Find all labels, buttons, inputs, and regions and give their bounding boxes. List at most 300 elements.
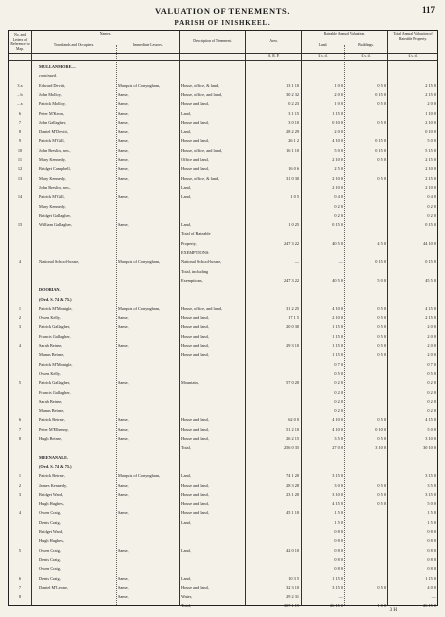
total-value-cell: 5 15 0 <box>425 147 436 153</box>
lessor-cell: Same, <box>118 315 129 321</box>
description-cell: House and land, <box>181 324 209 330</box>
buildings-value-cell: 0 5 0 <box>377 315 386 321</box>
total-value-cell: 5 0 0 <box>427 501 436 507</box>
land-value-cell: 1 15 0 <box>332 343 343 348</box>
area-cell: 23 1 20 <box>286 491 299 497</box>
table-row <box>9 72 439 80</box>
description-cell: House, office, and land, <box>181 91 222 97</box>
total-value-cell: 2 15 0 <box>425 91 436 97</box>
table-row <box>9 305 439 313</box>
lessor-cell: Same, <box>118 547 129 553</box>
description-cell: Land, <box>181 110 191 116</box>
total-value-cell: 2 15 0 <box>425 175 436 181</box>
description-cell: House and land, <box>181 584 209 590</box>
land-value-cell: 3 15 0 <box>332 473 343 479</box>
table-row <box>9 175 439 183</box>
total-value-cell: 44 10 0 <box>423 240 436 246</box>
buildings-value-cell: 0 5 0 <box>377 482 386 488</box>
tenant-cell: Bridget Ward, <box>39 491 64 497</box>
land-value-cell: 1 0 0 <box>334 82 343 88</box>
description-cell: Land, <box>181 222 191 228</box>
buildings-value-cell: 5 0 0 <box>377 277 386 283</box>
land-value-cell: 1 0 0 <box>334 101 343 107</box>
col-names-header: Names. <box>99 32 112 36</box>
description-cell: House and land, <box>181 417 209 423</box>
tenant-cell: Manus Beirne, <box>39 408 65 414</box>
description-cell: House and land, <box>181 352 209 358</box>
ref-cell: 7 <box>18 426 22 432</box>
total-value-cell: 2 0 0 <box>427 343 436 348</box>
ref-cell: – a <box>17 101 23 107</box>
land-value-cell: 3 15 0 <box>332 584 343 590</box>
table-row <box>9 221 439 229</box>
total-value-cell: 0 2 0 <box>427 398 436 404</box>
lessor-cell: Same, <box>118 147 129 153</box>
buildings-value-cell: 0 5 0 <box>377 352 386 358</box>
land-value-cell: 1 15 0 <box>332 352 343 358</box>
table-row <box>9 82 439 90</box>
land-value-cell: 0 2 0 <box>334 408 343 414</box>
buildings-value-cell: 0 5 0 <box>377 501 386 507</box>
land-value-cell: 0 2 0 <box>334 203 343 209</box>
area-cell: 31 0 30 <box>286 175 299 181</box>
description-cell: House and land, <box>181 491 209 497</box>
ref-cell: 4 <box>18 510 22 516</box>
tenant-cell: Mary Kennedy, <box>39 175 66 181</box>
area-cell: 29 2 31 <box>286 594 299 600</box>
land-value-cell: 1 15 0 <box>332 575 343 581</box>
land-value-cell: 0 8 0 <box>334 566 343 572</box>
area-cell: 51 2 10 <box>286 426 299 432</box>
table-row <box>9 547 439 555</box>
total-value-cell: 0 10 0 <box>425 129 436 135</box>
buildings-value-cell: 0 5 0 <box>377 333 386 339</box>
total-value-cell: 0 8 0 <box>427 547 436 553</box>
tenant-cell: Patrick Gallagher, <box>39 324 71 330</box>
ref-cell: 8 <box>18 436 22 441</box>
land-value-cell: 0 2 0 <box>334 398 343 404</box>
tenant-cell: Owen Kelly, <box>39 370 61 376</box>
total-value-cell: 30 10 0 <box>423 445 436 451</box>
table-row <box>9 444 439 452</box>
area-cell: 29 3 10 <box>286 343 299 348</box>
total-value-cell: 1 5 0 <box>427 510 436 516</box>
lessor-cell: Marquis of Conyngham, <box>118 82 161 88</box>
lessor-cell: Same, <box>118 380 129 386</box>
description-cell: Mountain, <box>181 380 199 386</box>
tenant-cell: Owen Craig, <box>39 510 61 516</box>
area-cell: 3 0 10 <box>288 119 299 125</box>
ref-cell: 1 <box>18 473 22 479</box>
buildings-value-cell: 0 15 0 <box>375 138 386 144</box>
total-value-cell: 0 2 0 <box>427 389 436 395</box>
total-value-cell: 3 15 0 <box>425 473 436 479</box>
ref-cell: 3 <box>18 324 22 330</box>
table-row <box>9 268 439 276</box>
tenant-cell: Patrick Gallagher, <box>39 380 71 386</box>
area-cell: 31 2 25 <box>286 305 299 311</box>
total-value-cell: 2 10 0 <box>425 119 436 125</box>
area-cell: 74 1 20 <box>286 473 299 479</box>
area-cell: 10 3 5 <box>288 575 299 581</box>
area-cell: 28 3 28 <box>286 482 299 488</box>
valuation-table <box>8 30 438 609</box>
total-value-cell: 2 15 0 <box>425 157 436 162</box>
land-value-cell: 0 8 0 <box>334 556 343 562</box>
lessor-cell: Same, <box>118 175 129 181</box>
description-cell: Exemptions, <box>181 277 203 283</box>
total-value-cell: 0 2 0 <box>427 212 436 218</box>
tenant-cell: (Ord. S. 74 & 75.) <box>39 463 72 469</box>
lessor-cell: Same, <box>118 575 129 581</box>
land-value-cell: 2 5 0 <box>334 166 343 172</box>
tenant-cell: Mary Kennedy, <box>39 203 66 209</box>
area-cell: 26 2 15 <box>286 436 299 441</box>
land-value-cell: 40 5 0 <box>332 240 343 246</box>
lessor-cell: Same, <box>118 426 129 432</box>
table-row <box>9 128 439 136</box>
land-value-cell: 4 10 0 <box>332 417 343 423</box>
ref-cell: 12 <box>17 166 23 172</box>
lessor-cell: Same, <box>118 417 129 423</box>
description-cell: House, office, and land, <box>181 305 222 311</box>
tenant-cell: John Breslin, sen., <box>39 184 71 190</box>
description-cell: House and land, <box>181 426 209 432</box>
tenant-cell: Manus Beirne, <box>39 352 65 358</box>
land-value-cell: 0 2 0 <box>334 389 343 395</box>
tenant-cell: Sarah Beirne, <box>39 343 63 348</box>
buildings-value-cell: 0 5 0 <box>377 491 386 497</box>
area-cell: 1 0 25 <box>288 222 299 228</box>
tenant-cell: DOOBIAN. <box>39 287 61 293</box>
land-value-cell: 1 15 0 <box>332 324 343 330</box>
tenant-cell: Denis Craig, <box>39 519 61 525</box>
buildings-value-cell: 4 5 0 <box>377 240 386 246</box>
lessor-cell: Same, <box>118 91 129 97</box>
land-value-cell: 0 4 0 <box>334 194 343 200</box>
total-value-cell: 1 10 0 <box>425 110 436 116</box>
table-row <box>9 379 439 387</box>
table-row <box>9 333 439 341</box>
total-value-cell: 26 15 0 <box>423 603 436 609</box>
table-row <box>9 100 439 108</box>
ref-cell: 13 <box>17 175 23 181</box>
table-row <box>9 193 439 201</box>
ref-cell: 6 <box>18 417 22 423</box>
ref-cell: 8 <box>18 594 22 600</box>
total-value-cell: 45 5 0 <box>425 277 436 283</box>
total-value-cell: 1 5 0 <box>427 519 436 525</box>
description-cell: House and land, <box>181 333 209 339</box>
ref-cell: 9 <box>18 138 22 144</box>
area-cell: 62 0 0 <box>288 417 299 423</box>
lessor-cell: Same, <box>118 138 129 144</box>
tenant-cell: Peter M'Elhenny, <box>39 426 69 432</box>
total-value-cell: 3 15 0 <box>425 491 436 497</box>
description-cell: Water, <box>181 594 193 600</box>
buildings-value-cell: 0 5 0 <box>377 436 386 441</box>
lessor-cell: Same, <box>118 594 129 600</box>
land-value-cell: 3 0 0 <box>334 482 343 488</box>
description-cell: House and land, <box>181 315 209 321</box>
description-cell: Total of Rateable <box>181 231 211 237</box>
ref-cell: 4 <box>18 343 22 348</box>
total-value-cell: 0 2 0 <box>427 380 436 386</box>
lessor-cell: Same, <box>118 343 129 348</box>
area-cell: 256 0 35 <box>283 445 299 451</box>
lessor-cell: Same, <box>118 194 129 200</box>
table-row <box>9 407 439 415</box>
table-row <box>9 156 439 164</box>
tenant-cell: Patrick Beirne, <box>39 473 65 479</box>
ref-cell: 10 <box>17 147 23 153</box>
land-value-cell: 4 10 0 <box>332 138 343 144</box>
total-value-cell: 2 15 0 <box>425 315 436 321</box>
total-value-cell: 0 8 0 <box>427 538 436 544</box>
description-cell: Land, <box>181 547 191 553</box>
total-value-cell: 2 0 0 <box>427 352 436 358</box>
land-value-cell: 1 5 0 <box>334 519 343 525</box>
tenant-cell: John Gallagher, <box>39 119 67 125</box>
table-row <box>9 584 439 592</box>
ref-cell: 2 <box>18 482 22 488</box>
ref-cell: 3 <box>18 491 22 497</box>
buildings-value-cell: 0 5 0 <box>377 343 386 348</box>
parish-heading: PARISH OF INISHKEEL. <box>174 19 271 27</box>
area-cell: 16 1 10 <box>286 147 299 153</box>
buildings-value-cell: 0 5 0 <box>377 101 386 107</box>
total-value-cell: 0 4 0 <box>427 194 436 200</box>
description-cell: House and land, <box>181 510 209 516</box>
description-cell: House and land, <box>181 436 209 441</box>
description-cell: House, office, & land, <box>181 82 220 88</box>
page-title: VALUATION OF TENEMENTS. <box>154 6 291 16</box>
tenant-cell: continued. <box>39 73 58 79</box>
table-row <box>9 575 439 583</box>
buildings-value-cell: 0 5 0 <box>377 119 386 125</box>
land-value-cell: 3 5 0 <box>334 436 343 441</box>
description-cell: House and land, <box>181 101 209 107</box>
buildings-value-cell: 0 5 0 <box>377 82 386 88</box>
lessor-cell: Same, <box>118 510 129 516</box>
tenant-cell: Peter M'Keon, <box>39 110 64 116</box>
land-value-cell: 2 0 0 <box>334 91 343 97</box>
ref-cell: 15 <box>17 222 23 228</box>
land-value-cell: 4 10 0 <box>332 305 343 311</box>
total-value-cell: 2 10 0 <box>425 184 436 190</box>
table-row <box>9 296 439 304</box>
col-annual-header: Rateable Annual Valuation. <box>323 32 366 36</box>
table-row <box>9 203 439 211</box>
description-cell: Property, <box>181 240 197 246</box>
total-value-cell: 3 10 0 <box>425 436 436 441</box>
total-value-cell: — <box>431 594 436 600</box>
buildings-value-cell: 1 0 0 <box>377 603 386 609</box>
buildings-value-cell: 0 5 0 <box>377 584 386 590</box>
ref-cell: 6 <box>18 110 22 116</box>
table-row <box>9 537 439 545</box>
area-cell: 57 0 20 <box>286 380 299 386</box>
tenant-cell: Owen Craig, <box>39 547 61 553</box>
description-cell: House and land, <box>181 138 209 144</box>
buildings-value-cell: 0 15 0 <box>375 259 386 265</box>
total-value-cell: 0 2 0 <box>427 203 436 209</box>
lessor-cell: Same, <box>118 110 129 116</box>
area-cell: 3 1 15 <box>288 110 299 116</box>
table-row <box>9 137 439 145</box>
land-value-cell: 0 10 0 <box>332 119 343 125</box>
land-value-cell: 0 2 0 <box>334 212 343 218</box>
land-value-cell: 5 0 0 <box>334 147 343 153</box>
total-value-cell: 0 2 0 <box>427 408 436 414</box>
land-value-cell: — <box>338 594 343 600</box>
header-rule <box>9 60 437 61</box>
land-value-cell: 0 5 0 <box>334 370 343 376</box>
tenant-cell: Bridget Ward, <box>39 529 64 534</box>
tenant-cell: Daniel M'Devitt, <box>39 129 68 135</box>
lessor-cell: Same, <box>118 491 129 497</box>
total-value-cell: 5 0 0 <box>427 138 436 144</box>
table-row <box>9 491 439 499</box>
table-row <box>9 519 439 527</box>
land-value-cell: 0 2 0 <box>334 380 343 386</box>
tenant-cell: Denis Craig, <box>39 556 61 562</box>
ref-cell: 11 <box>17 157 23 162</box>
area-cell: 26 1 2 <box>288 138 299 144</box>
table-row <box>9 342 439 350</box>
lessor-cell: Same, <box>118 157 129 162</box>
ref-cell: 4 <box>18 259 22 265</box>
total-value-cell: 2 15 0 <box>425 82 436 88</box>
table-row <box>9 110 439 118</box>
tenant-cell: Sarah Beirne, <box>39 398 63 404</box>
area-cell: 0 2 23 <box>288 101 299 107</box>
buildings-value-cell: 0 5 0 <box>377 417 386 423</box>
lessor-cell: Same, <box>118 166 129 172</box>
ref-cell: 2 <box>18 315 22 321</box>
ref-cell: 14 <box>17 194 23 200</box>
table-row <box>9 454 439 462</box>
lessor-cell: Marquis of Conyngham, <box>118 305 161 311</box>
tenant-cell: (Ord. S. 74 & 75.) <box>39 296 72 302</box>
col-description-header: Description of Tenement. <box>193 39 232 43</box>
total-value-cell: 2 10 0 <box>425 166 436 172</box>
lessor-cell: Marquis of Conyngham, <box>118 473 161 479</box>
col-land-header: Land. <box>318 43 328 47</box>
tenant-cell: MULLANMORE— <box>39 64 76 69</box>
lessor-cell: Same, <box>118 119 129 125</box>
tenant-cell: Edward Devitt, <box>39 82 66 88</box>
table-row <box>9 509 439 517</box>
table-row <box>9 482 439 490</box>
col-tenants-header: Townlands and Occupiers. <box>53 43 95 47</box>
total-value-cell: 0 5 0 <box>427 370 436 376</box>
total-value-cell: 0 15 0 <box>425 259 436 265</box>
table-row <box>9 165 439 173</box>
lessor-cell: Same, <box>118 129 129 135</box>
table-row <box>9 286 439 294</box>
total-value-cell: 1 15 0 <box>425 575 436 581</box>
table-row <box>9 463 439 471</box>
table-row <box>9 361 439 369</box>
total-value-cell: 3 5 0 <box>427 482 436 488</box>
land-value-cell: 2 0 0 <box>334 129 343 135</box>
land-value-cell: 2 10 0 <box>332 184 343 190</box>
table-row <box>9 435 439 443</box>
col-lessors-header: Immediate Lessors. <box>133 43 163 47</box>
table-row <box>9 147 439 155</box>
printer-signature: 3 H <box>389 608 397 613</box>
description-cell: House and land, <box>181 482 209 488</box>
area-cell: 16 0 6 <box>288 166 299 172</box>
description-cell: House, office, & land, <box>181 175 220 181</box>
table-row <box>9 258 439 266</box>
area-cell: 42 0 10 <box>286 547 299 553</box>
col-buildings-units: £ s. d. <box>361 54 371 58</box>
total-value-cell: 2 0 0 <box>427 101 436 107</box>
table-row <box>9 184 439 192</box>
total-value-cell: 0 8 0 <box>427 556 436 562</box>
total-value-cell: 0 8 0 <box>427 529 436 534</box>
table-row <box>9 500 439 508</box>
description-cell: Total, including <box>181 268 209 274</box>
description-cell: Total, <box>181 603 191 609</box>
col-total-header: Total Annual Valuation of Rateable Property. <box>393 32 433 41</box>
ref-cell: 3 a <box>17 82 23 88</box>
land-value-cell: — <box>338 259 343 265</box>
table-row <box>9 351 439 359</box>
table-row <box>9 91 439 99</box>
description-cell: Total, <box>181 445 191 451</box>
land-value-cell: 2 10 0 <box>332 157 343 162</box>
table-row <box>9 556 439 564</box>
col-total-units: £ s. d. <box>408 54 418 58</box>
tenant-cell: John Breslin, sen., <box>39 147 71 153</box>
land-value-cell: 3 10 0 <box>332 491 343 497</box>
description-cell: House and land, <box>181 166 209 172</box>
col-area-units: A. R. P. <box>267 54 280 58</box>
description-cell: House and land, <box>181 119 209 125</box>
buildings-value-cell: 3 10 0 <box>375 445 386 451</box>
table-row <box>9 416 439 424</box>
area-cell: 20 0 30 <box>286 324 299 330</box>
land-value-cell: 1 15 0 <box>332 110 343 116</box>
tenant-cell: Patrick M'Monigle, <box>39 305 73 311</box>
table-row <box>9 426 439 434</box>
lessor-cell: Same, <box>118 324 129 330</box>
land-value-cell: 2 10 0 <box>332 315 343 321</box>
area-cell: — <box>294 259 299 265</box>
tenant-cell: Patrick Molloy, <box>39 101 66 107</box>
ref-cell: 6 <box>18 575 22 581</box>
tenant-cell: MEENANALE. <box>39 454 69 460</box>
buildings-value-cell: 0 15 0 <box>375 147 386 153</box>
lessor-cell: Same, <box>118 222 129 228</box>
ref-cell: 5 <box>18 547 22 553</box>
buildings-value-cell: 0 15 0 <box>375 91 386 97</box>
lessor-cell: Same, <box>118 101 129 107</box>
ref-cell: 8 <box>18 129 22 135</box>
table-row <box>9 472 439 480</box>
col-ref-header: No. and Letters of Reference to Map. <box>10 33 30 51</box>
total-value-cell: 5 0 0 <box>427 426 436 432</box>
table-row <box>9 230 439 238</box>
tenant-cell: Patrick M'Gill, <box>39 194 65 200</box>
table-row <box>9 314 439 322</box>
land-value-cell: 26 15 0 <box>330 603 343 609</box>
total-value-cell: 0 7 0 <box>427 361 436 367</box>
description-cell: House and land, <box>181 501 209 507</box>
